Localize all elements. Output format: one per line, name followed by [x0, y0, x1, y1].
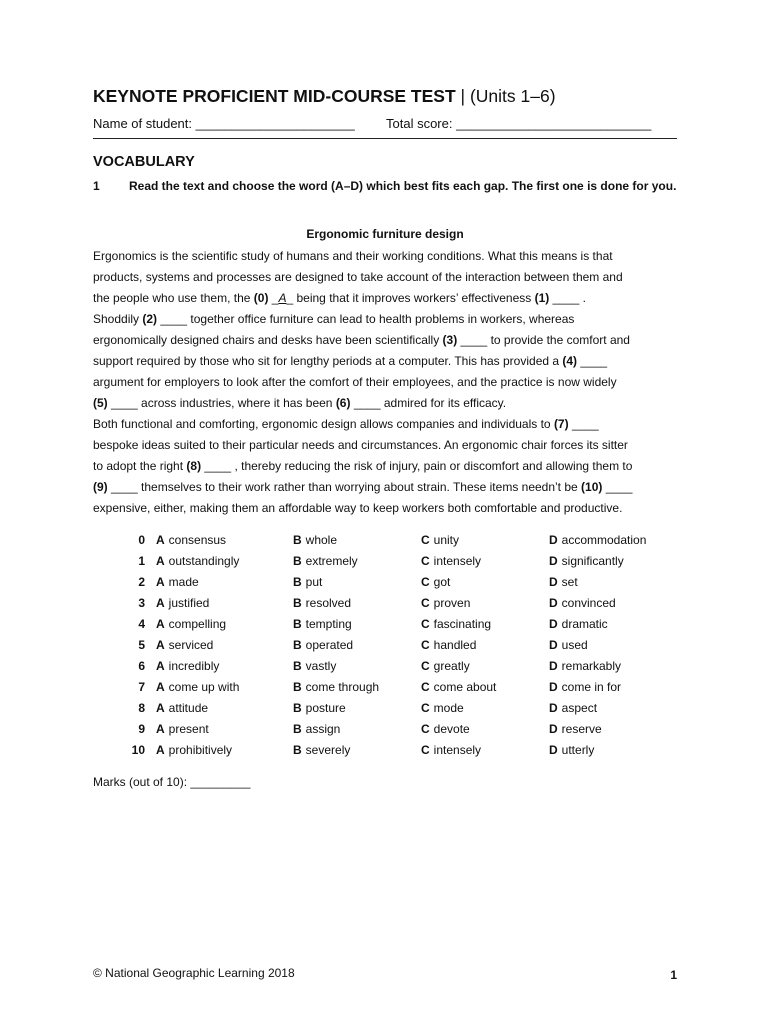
option-a — [156, 701, 208, 715]
option-letter: B — [293, 575, 302, 589]
option-word: intensely — [433, 743, 482, 757]
gap-number: (10) — [581, 480, 603, 494]
option-letter: D — [549, 617, 558, 631]
option-row — [0, 743, 768, 764]
option-word: come up with — [168, 680, 240, 694]
option-number: 0 — [138, 533, 145, 547]
passage-line — [93, 414, 632, 435]
gap-number: (3) — [442, 333, 458, 347]
option-word: severely — [305, 743, 351, 757]
option-word: come in for — [561, 680, 622, 694]
option-word: posture — [305, 701, 346, 715]
option-letter: B — [293, 617, 302, 631]
option-d — [549, 575, 578, 589]
option-d — [549, 701, 597, 715]
option-word: consensus — [168, 533, 227, 547]
option-word: set — [561, 575, 578, 589]
passage-segment: Ergonomics is the scientific study of humans and their working conditions. What this means is that — [93, 249, 613, 263]
option-letter: B — [293, 701, 302, 715]
option-letter: B — [293, 722, 302, 736]
option-c — [421, 617, 491, 631]
option-word: compelling — [168, 617, 227, 631]
option-word: tempting — [305, 617, 352, 631]
option-letter: A — [156, 680, 165, 694]
passage-line — [93, 330, 632, 351]
option-letter: D — [549, 554, 558, 568]
option-word: utterly — [561, 743, 595, 757]
option-d — [549, 533, 646, 547]
passage-line — [93, 456, 632, 477]
option-number: 3 — [138, 596, 145, 610]
option-word: attitude — [168, 701, 209, 715]
option-c — [421, 638, 476, 652]
option-word: unity — [433, 533, 460, 547]
copyright-footer: © National Geographic Learning 2018 — [93, 966, 295, 980]
option-word: justified — [168, 596, 210, 610]
option-letter: C — [421, 575, 430, 589]
option-letter: C — [421, 659, 430, 673]
passage-line — [93, 246, 632, 267]
page-number: 1 — [670, 968, 677, 982]
option-word: come about — [433, 680, 497, 694]
option-b — [293, 701, 346, 715]
option-letter: C — [421, 722, 430, 736]
option-c — [421, 533, 459, 547]
passage-segment: _ being that it improves workers’ effectiveness — [286, 291, 535, 305]
option-letter: A — [156, 701, 165, 715]
option-word: made — [168, 575, 199, 589]
passage-segment: ____ — [577, 354, 608, 368]
option-b — [293, 575, 322, 589]
option-word: vastly — [305, 659, 337, 673]
option-word: outstandingly — [168, 554, 240, 568]
passage-line — [93, 288, 632, 309]
passage-segment: ____ themselves to their work rather than worrying about strain. These items needn’t be — [107, 480, 582, 494]
option-b — [293, 638, 353, 652]
option-row — [0, 659, 768, 680]
passage-segment: ____ together office furniture can lead to health problems in workers, whereas — [157, 312, 575, 326]
option-letter: B — [293, 743, 302, 757]
option-d — [549, 659, 621, 673]
option-number: 8 — [138, 701, 145, 715]
option-b — [293, 722, 340, 736]
passage-segment: expensive, either, making them an affordable way to keep workers both comfortable and productive. — [93, 501, 623, 515]
gap-number: (2) — [142, 312, 158, 326]
option-letter: C — [421, 638, 430, 652]
passage-segment: the people who use them, the — [93, 291, 254, 305]
option-a — [156, 533, 226, 547]
passage-title: Ergonomic furniture design — [306, 227, 464, 241]
option-d — [549, 638, 588, 652]
option-number: 1 — [138, 554, 145, 568]
option-number: 7 — [138, 680, 145, 694]
total-score-field: Total score: ___________________________ — [386, 116, 652, 131]
option-letter: A — [156, 638, 165, 652]
title-separator: | — [455, 86, 470, 106]
passage-segment: support required by those who sit for lengthy periods at a computer. This has provided a — [93, 354, 563, 368]
option-letter: B — [293, 659, 302, 673]
option-c — [421, 680, 496, 694]
option-word: put — [305, 575, 323, 589]
passage-segment: ____ — [568, 417, 599, 431]
gap-number: (8) — [186, 459, 202, 473]
option-letter: D — [549, 596, 558, 610]
option-word: present — [168, 722, 209, 736]
option-row — [0, 680, 768, 701]
gap-number: (4) — [562, 354, 578, 368]
passage-line — [93, 435, 632, 456]
option-letter: D — [549, 680, 558, 694]
passage-segment: _ — [268, 291, 279, 305]
option-letter: A — [156, 575, 165, 589]
option-word: operated — [305, 638, 354, 652]
option-letter: C — [421, 533, 430, 547]
option-letter: C — [421, 617, 430, 631]
example-answer: A — [278, 291, 287, 305]
passage-segment: ____ admired for its efficacy. — [350, 396, 507, 410]
passage-segment: Both functional and comforting, ergonomic design allows companies and individuals to — [93, 417, 554, 431]
option-d — [549, 680, 621, 694]
option-b — [293, 659, 336, 673]
passage-segment: bespoke ideas suited to their particular needs and circumstances. An ergonomic chair forces its sitter — [93, 438, 628, 452]
option-c — [421, 575, 450, 589]
passage-segment: ____ — [602, 480, 633, 494]
option-row — [0, 575, 768, 596]
option-a — [156, 680, 239, 694]
option-letter: A — [156, 596, 165, 610]
option-letter: B — [293, 533, 302, 547]
option-word: remarkably — [561, 659, 622, 673]
option-letter: B — [293, 638, 302, 652]
option-row — [0, 533, 768, 554]
option-letter: D — [549, 701, 558, 715]
option-letter: C — [421, 554, 430, 568]
option-word: used — [561, 638, 588, 652]
option-c — [421, 701, 464, 715]
passage-line — [93, 351, 632, 372]
option-word: fascinating — [433, 617, 492, 631]
option-word: resolved — [305, 596, 352, 610]
option-number: 5 — [138, 638, 145, 652]
option-c — [421, 659, 470, 673]
gap-number: (5) — [93, 396, 108, 410]
option-letter: A — [156, 743, 165, 757]
page-title — [93, 86, 556, 107]
passage-segment: argument for employers to look after the comfort of their employees, and the practice is now widely — [93, 375, 617, 389]
option-letter: C — [421, 743, 430, 757]
option-word: aspect — [561, 701, 598, 715]
passage-segment: to adopt the right — [93, 459, 187, 473]
title-units: (Units 1–6) — [469, 86, 556, 106]
option-a — [156, 722, 209, 736]
option-letter: B — [293, 680, 302, 694]
option-b — [293, 533, 337, 547]
option-letter: D — [549, 743, 558, 757]
option-row — [0, 638, 768, 659]
option-word: intensely — [433, 554, 482, 568]
gap-number: (0) — [253, 291, 269, 305]
option-d — [549, 596, 616, 610]
option-letter: C — [421, 680, 430, 694]
option-letter: D — [549, 575, 558, 589]
option-word: reserve — [561, 722, 602, 736]
option-letter: A — [156, 617, 165, 631]
option-d — [549, 554, 624, 568]
passage-text — [93, 246, 632, 519]
option-a — [156, 743, 232, 757]
option-word: accommodation — [561, 533, 647, 547]
option-row — [0, 722, 768, 743]
option-word: assign — [305, 722, 341, 736]
passage-line — [93, 267, 632, 288]
option-letter: A — [156, 659, 165, 673]
option-word: convinced — [561, 596, 616, 610]
option-word: significantly — [561, 554, 624, 568]
passage-line — [93, 477, 632, 498]
option-row — [0, 701, 768, 722]
student-name-field: Name of student: ______________________ — [93, 116, 355, 131]
option-b — [293, 680, 379, 694]
passage-line — [93, 309, 632, 330]
option-d — [549, 743, 594, 757]
option-word: whole — [305, 533, 338, 547]
passage-segment: ergonomically designed chairs and desks have been scientifically — [93, 333, 443, 347]
option-word: devote — [433, 722, 470, 736]
option-row — [0, 617, 768, 638]
gap-number: (7) — [553, 417, 569, 431]
option-letter: C — [421, 596, 430, 610]
option-letter: B — [293, 554, 302, 568]
option-number: 6 — [138, 659, 145, 673]
option-letter: A — [156, 554, 165, 568]
option-number: 4 — [138, 617, 145, 631]
option-word: mode — [433, 701, 464, 715]
option-word: dramatic — [561, 617, 608, 631]
option-row — [0, 554, 768, 575]
option-a — [156, 554, 239, 568]
option-letter: A — [156, 722, 165, 736]
option-letter: D — [549, 638, 558, 652]
question-instruction: Read the text and choose the word (A–D) which best fits each gap. The first one is done for you. — [129, 179, 677, 193]
option-d — [549, 722, 602, 736]
option-c — [421, 722, 470, 736]
option-letter: C — [421, 701, 430, 715]
option-word: greatly — [433, 659, 470, 673]
option-a — [156, 575, 199, 589]
header-divider — [93, 138, 677, 139]
option-word: extremely — [305, 554, 358, 568]
option-b — [293, 554, 358, 568]
option-number: 9 — [138, 722, 145, 736]
option-word: serviced — [168, 638, 214, 652]
passage-segment: ____ across industries, where it has been — [107, 396, 336, 410]
option-word: got — [433, 575, 451, 589]
gap-number: (1) — [534, 291, 550, 305]
gap-number: (9) — [93, 480, 108, 494]
option-letter: D — [549, 533, 558, 547]
passage-segment: ____ to provide the comfort and — [457, 333, 630, 347]
gap-number: (6) — [335, 396, 351, 410]
option-c — [421, 743, 481, 757]
option-word: come through — [305, 680, 380, 694]
title-main: KEYNOTE PROFICIENT MID-COURSE TEST — [93, 86, 456, 106]
option-a — [156, 596, 209, 610]
option-c — [421, 596, 470, 610]
option-letter: D — [549, 722, 558, 736]
passage-segment: ____ . — [549, 291, 586, 305]
option-b — [293, 743, 350, 757]
passage-segment: Shoddily — [93, 312, 143, 326]
passage-segment: ____ , thereby reducing the risk of injury, pain or discomfort and allowing them to — [201, 459, 633, 473]
option-number: 10 — [131, 743, 145, 757]
passage-segment: products, systems and processes are designed to take account of the interaction between them and — [93, 270, 623, 284]
option-d — [549, 617, 608, 631]
option-a — [156, 638, 213, 652]
option-b — [293, 617, 352, 631]
option-letter: B — [293, 596, 302, 610]
option-letter: A — [156, 533, 165, 547]
section-title: VOCABULARY — [93, 154, 195, 170]
option-word: handled — [433, 638, 477, 652]
option-letter: D — [549, 659, 558, 673]
option-a — [156, 659, 219, 673]
option-word: proven — [433, 596, 471, 610]
option-a — [156, 617, 226, 631]
marks-field: Marks (out of 10): _________ — [93, 775, 251, 789]
option-b — [293, 596, 351, 610]
options-table — [0, 533, 768, 764]
passage-line — [93, 393, 632, 414]
option-row — [0, 596, 768, 617]
option-number: 2 — [138, 575, 145, 589]
option-c — [421, 554, 481, 568]
question-number: 1 — [93, 179, 100, 193]
option-word: prohibitively — [168, 743, 233, 757]
passage-line — [93, 498, 632, 519]
option-word: incredibly — [168, 659, 220, 673]
passage-line — [93, 372, 632, 393]
